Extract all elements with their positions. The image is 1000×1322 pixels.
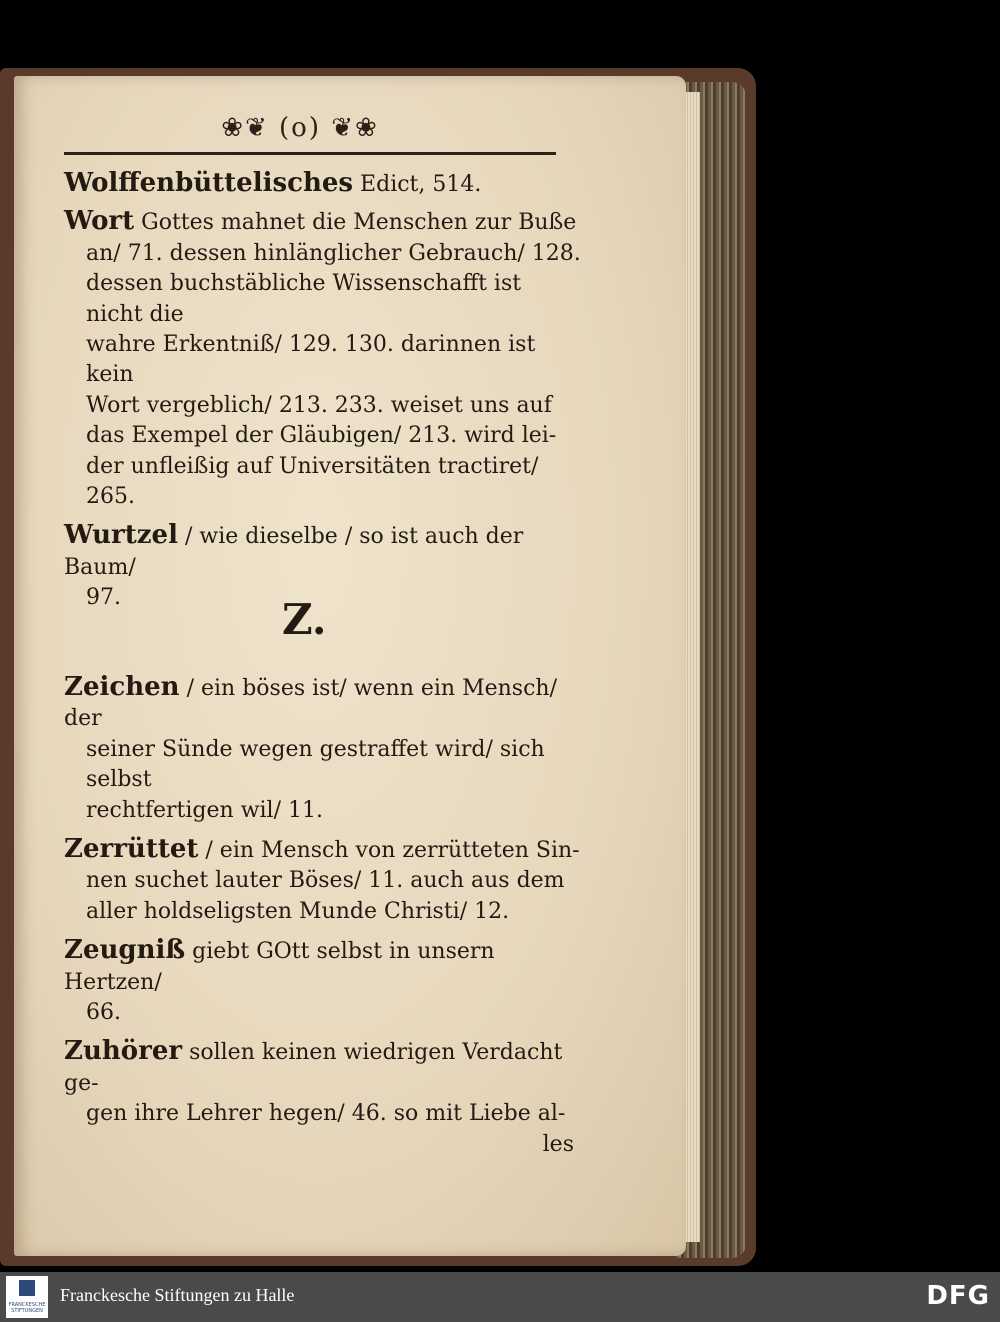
entry-line: / ein böses ist/ wenn ein Mensch/ der [64,676,558,732]
building-icon [19,1280,35,1296]
entry-line: dessen buchstäbliche Wissenschafft ist nicht die [86,271,522,327]
entry-zeugniss [64,935,584,1028]
entry-line: aller holdseligsten Munde Christi/ 12. [86,898,510,924]
entry-line: gen ihre Lehrer hegen/ 46. so mit Liebe al- [86,1101,566,1127]
entries-z [64,672,584,1160]
franckesche-logo[interactable] [6,1276,48,1318]
entries-w [64,168,584,614]
entry-zuhoerer [64,1036,584,1160]
entry-line: 66. [86,1000,121,1026]
entry-line: / ein Mensch von zerrütteten Sin- [205,838,580,864]
section-letter: Z. [282,595,327,644]
entry-line: les [542,1131,574,1157]
entry-line: Edict, 514. [360,172,482,197]
entry-line: wahre Erkentniß/ 129. 130. darinnen ist kein [86,332,536,388]
entry-head: Zuhörer [64,1036,183,1067]
entry-line: an/ 71. dessen hinlänglicher Gebrauch/ 128. [86,240,581,266]
entry-line: Gottes mahnet die Menschen zur Buße [141,210,577,236]
institution-name[interactable]: Franckesche Stiftungen zu Halle [60,1285,295,1305]
entry-head: Zeichen [64,672,180,702]
entry-line: 265. [86,484,135,510]
logo-text: FRANCKESCHE STIFTUNGEN [8,1302,46,1314]
entry-head: Wolffenbüttelisches [64,168,354,198]
entry-zeichen [64,672,584,826]
entry-line: das Exempel der Gläubigen/ 213. wird lei- [86,423,557,449]
entry-line: sollen keinen wiedrigen Verdacht ge- [64,1040,563,1096]
entry-line: Wort vergeblich/ 213. 233. weiset uns auf [86,392,552,418]
entry-line: der unfleißig auf Universitäten tractiret/ [86,453,539,479]
entry-line: / wie dieselbe / so ist auch der Baum/ [64,524,524,580]
entry-head: Wort [64,206,135,237]
entry-line: nen suchet lauter Böses/ 11. auch aus dem [86,868,565,894]
entry-line: rechtfertigen wil/ 11. [86,797,323,823]
entry-zerruettet [64,834,584,927]
entry-line: giebt GOtt selbst in unsern Hertzen/ [64,939,495,995]
entry-line: 97. [86,585,121,611]
entry-head: Zeugniß [64,935,186,966]
entry-wolffenbuettel [64,168,584,200]
entry-head: Zerrüttet [64,834,199,865]
dfg-logo[interactable]: DFG [926,1281,990,1311]
entry-line: seiner Sünde wegen gestraffet wird/ sich selbst [86,736,545,793]
entry-wort [64,206,584,512]
footer-bar [0,1272,1000,1322]
page-ornament: ❀❦ (o) ❦❀ [221,113,379,143]
entry-head: Wurtzel [64,520,178,551]
header-rule [64,152,556,155]
